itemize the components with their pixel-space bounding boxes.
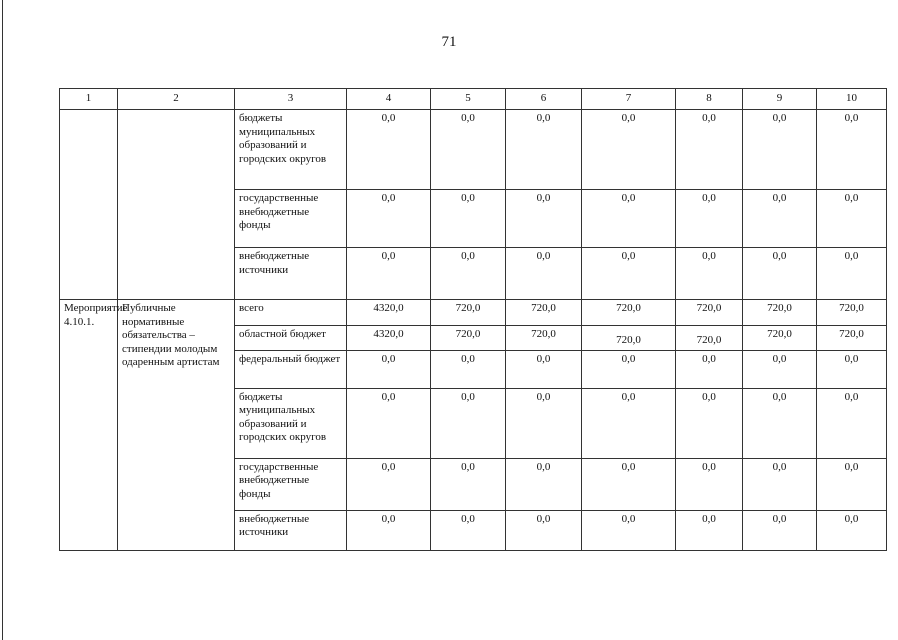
value-cell: 0,0 — [431, 110, 506, 190]
value-cell: 0,0 — [817, 110, 887, 190]
value-cell: 0,0 — [431, 388, 506, 458]
value-cell: 0,0 — [582, 388, 676, 458]
column-header: 9 — [743, 89, 817, 110]
value-cell: 0,0 — [582, 458, 676, 510]
value-cell: 0,0 — [347, 350, 431, 388]
value-cell: 720,0 — [817, 300, 887, 326]
value-cell: 0,0 — [743, 350, 817, 388]
value-cell: 0,0 — [676, 510, 743, 550]
value-cell: 0,0 — [817, 350, 887, 388]
value-cell: 0,0 — [743, 388, 817, 458]
column-header: 10 — [817, 89, 887, 110]
value-cell: 0,0 — [347, 388, 431, 458]
measure-description: Публичные нормативные обязательства – стипендии молодым одаренным артистам — [118, 300, 235, 551]
value-cell: 0,0 — [431, 458, 506, 510]
value-cell: 0,0 — [676, 190, 743, 248]
funding-source-label: внебюджетные источники — [235, 248, 347, 300]
value-cell: 720,0 — [506, 326, 582, 351]
value-cell: 0,0 — [817, 388, 887, 458]
value-cell: 0,0 — [743, 110, 817, 190]
value-cell: 0,0 — [582, 110, 676, 190]
value-cell: 0,0 — [506, 458, 582, 510]
value-cell: 0,0 — [506, 510, 582, 550]
column-header: 4 — [347, 89, 431, 110]
value-cell: 0,0 — [506, 190, 582, 248]
funding-source-label: внебюджетные источники — [235, 510, 347, 550]
value-cell: 720,0 — [676, 300, 743, 326]
value-cell: 720,0 — [743, 326, 817, 351]
empty-code-cell — [60, 110, 118, 300]
value-cell: 0,0 — [676, 110, 743, 190]
value-cell: 0,0 — [817, 458, 887, 510]
value-cell: 4320,0 — [347, 300, 431, 326]
value-cell: 0,0 — [676, 350, 743, 388]
column-header: 8 — [676, 89, 743, 110]
value-cell: 0,0 — [676, 458, 743, 510]
value-cell: 4320,0 — [347, 326, 431, 351]
value-cell: 0,0 — [506, 388, 582, 458]
funding-source-label: государственные внебюджетные фонды — [235, 458, 347, 510]
column-header: 7 — [582, 89, 676, 110]
value-cell: 720,0 — [817, 326, 887, 351]
value-cell: 0,0 — [431, 248, 506, 300]
value-cell: 0,0 — [431, 190, 506, 248]
funding-source-label: областной бюджет — [235, 326, 347, 351]
value-cell: 720,0 — [506, 300, 582, 326]
value-cell: 0,0 — [582, 190, 676, 248]
funding-source-label: бюджеты муниципальных образований и городских округов — [235, 110, 347, 190]
value-cell: 0,0 — [431, 510, 506, 550]
value-cell: 0,0 — [817, 248, 887, 300]
value-cell: 0,0 — [817, 190, 887, 248]
value-cell: 0,0 — [506, 350, 582, 388]
value-cell: 0,0 — [582, 510, 676, 550]
value-cell: 720,0 — [676, 326, 743, 351]
value-cell: 0,0 — [817, 510, 887, 550]
value-cell: 720,0 — [431, 300, 506, 326]
value-cell: 0,0 — [347, 458, 431, 510]
column-header: 6 — [506, 89, 582, 110]
value-cell: 0,0 — [676, 248, 743, 300]
value-cell: 0,0 — [582, 350, 676, 388]
funding-source-label: бюджеты муниципальных образований и городских округов — [235, 388, 347, 458]
value-cell: 720,0 — [582, 300, 676, 326]
value-cell: 0,0 — [347, 248, 431, 300]
scan-edge-line — [2, 0, 3, 640]
value-cell: 0,0 — [506, 110, 582, 190]
funding-source-label: всего — [235, 300, 347, 326]
value-cell: 720,0 — [582, 326, 676, 351]
value-cell: 0,0 — [347, 190, 431, 248]
value-cell: 0,0 — [743, 190, 817, 248]
value-cell: 0,0 — [582, 248, 676, 300]
value-cell: 0,0 — [743, 458, 817, 510]
table-row — [60, 110, 887, 190]
column-header: 3 — [235, 89, 347, 110]
column-header: 1 — [60, 89, 118, 110]
funding-source-label: государственные внебюджетные фонды — [235, 190, 347, 248]
value-cell: 720,0 — [431, 326, 506, 351]
value-cell: 0,0 — [743, 248, 817, 300]
table-header-row — [60, 89, 887, 110]
measure-code: Мероприятие 4.10.1. — [60, 300, 118, 551]
column-header: 2 — [118, 89, 235, 110]
value-cell: 0,0 — [743, 510, 817, 550]
empty-description-cell — [118, 110, 235, 300]
value-cell: 720,0 — [743, 300, 817, 326]
table-row — [60, 300, 887, 326]
value-cell: 0,0 — [347, 510, 431, 550]
funding-source-label: федеральный бюджет — [235, 350, 347, 388]
value-cell: 0,0 — [431, 350, 506, 388]
value-cell: 0,0 — [347, 110, 431, 190]
column-header: 5 — [431, 89, 506, 110]
value-cell: 0,0 — [506, 248, 582, 300]
budget-table — [59, 88, 887, 551]
value-cell: 0,0 — [676, 388, 743, 458]
page-number: 71 — [441, 34, 457, 50]
